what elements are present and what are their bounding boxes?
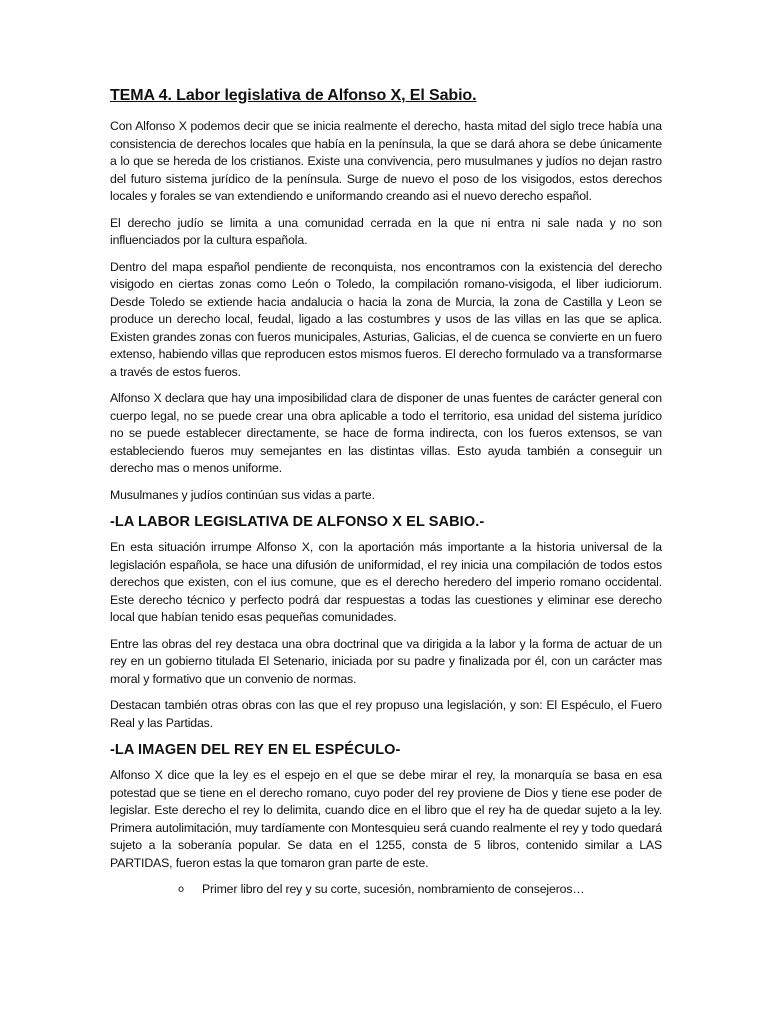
list-item-text: Primer libro del rey y su corte, sucesión, nombramiento de consejeros… xyxy=(202,882,585,896)
paragraph: El derecho judío se limita a una comunidad cerrada en la que ni entra ni sale nada y no son influenciados por la cultura española. xyxy=(110,215,662,247)
section-intro xyxy=(110,118,662,504)
section-labor-legislativa xyxy=(110,513,662,732)
paragraph: Alfonso X declara que hay una imposibilidad clara de disponer de unas fuentes de carácter general con cuerpo legal, no se puede crear una obra aplicable a todo el territorio, esa unidad del sistema jurídico no se puede establecer directamente, se hace de forma indirecta, con los fueros extensos, se van estableciendo fueros muy semejantes en las distintas villas. Esto ayuda también a conseguir un derecho mas o menos uniforme. xyxy=(110,391,662,475)
paragraph: Alfonso X dice que la ley es el espejo en el que se debe mirar el rey, la monarquía se basa en esa potestad que se tiene en el derecho romano, cuyo poder del rey proviene de Dios y tiene ese poder de legislar. Este derecho el rey lo delimita, cuando dice en el libro que el rey ha de quedar sujeto a la ley. Primera autolimitación, muy tardíamente con Montesquieu será cuando realmente el rey y todo quedará sujeto a la soberanía popular. Se data en el 1255, consta de 5 libros, contenido similar a LAS PARTIDAS, fueron estas la que tomaron gran parte de este. xyxy=(110,768,662,870)
paragraph: Musulmanes y judíos continúan sus vidas a parte. xyxy=(110,487,375,502)
bullet-list xyxy=(110,881,662,899)
paragraph: En esta situación irrumpe Alfonso X, con la aportación más importante a la historia universal de la legislación española, se hace una difusión de uniformidad, el rey inicia una compilación de todos estos derechos que existen, con el ius comune, que es el derecho heredero del imperio romano occidental. Este derecho técnico y perfecto podrá dar respuestas a todas las cuestiones y eliminar ese derecho local que habían tenido esas pequeñas comunidades. xyxy=(110,540,662,624)
paragraph: Entre las obras del rey destaca una obra doctrinal que va dirigida a la labor y la forma de actuar de un rey en un gobierno titulada El Setenario, iniciada por su padre y finalizada por él, con un carácter mas moral y formativo que un convenio de normas. xyxy=(110,636,662,686)
list-item xyxy=(178,881,662,899)
paragraph: Dentro del mapa español pendiente de reconquista, nos encontramos con la existencia del derecho visigodo en ciertas zonas como León o Toledo, la compilación romano-visigoda, el liber iudiciorum. Desde Toledo se extiende hacia andalucia o hacia la zona de Murcia, la zona de Castilla y Leon se produce un derecho local, feudal, ligado a las costumbres y usos de las villas en las que se aplica. Existen grandes zonas con fueros municipales, Asturias, Galicias, el de cuenca se convierte en un fuero extenso, habiendo villas que reproducen estos mismos fueros. El derecho formulado va a transformarse a través de estos fueros. xyxy=(110,259,662,379)
paragraph: Destacan también otras obras con las que el rey propuso una legislación, y son: El Espéculo, el Fuero Real y las Partidas. xyxy=(110,698,662,730)
paragraph: Con Alfonso X podemos decir que se inicia realmente el derecho, hasta mitad del siglo trece había una consistencia de derechos locales que había en la península, la que se dará ahora se debe únicamente a lo que se hereda de los cristianos. Existe una convivencia, pero musulmanes y judíos no dejan rastro del futuro sistema jurídico de la península. Surge de nuevo el poso de los visigodos, estos derechos locales y forales se van extendiendo e uniformando creando asi el nuevo derecho español. xyxy=(110,119,662,203)
document-page xyxy=(110,86,662,899)
section-imagen-del-rey xyxy=(110,741,662,899)
section-heading: -LA LABOR LEGISLATIVA DE ALFONSO X EL SABIO.- xyxy=(110,514,485,530)
section-heading: -LA IMAGEN DEL REY EN EL ESPÉCULO- xyxy=(110,742,401,758)
bullet-marker: o xyxy=(178,884,184,895)
document-title: TEMA 4. Labor legislativa de Alfonso X, El Sabio. xyxy=(110,87,477,104)
